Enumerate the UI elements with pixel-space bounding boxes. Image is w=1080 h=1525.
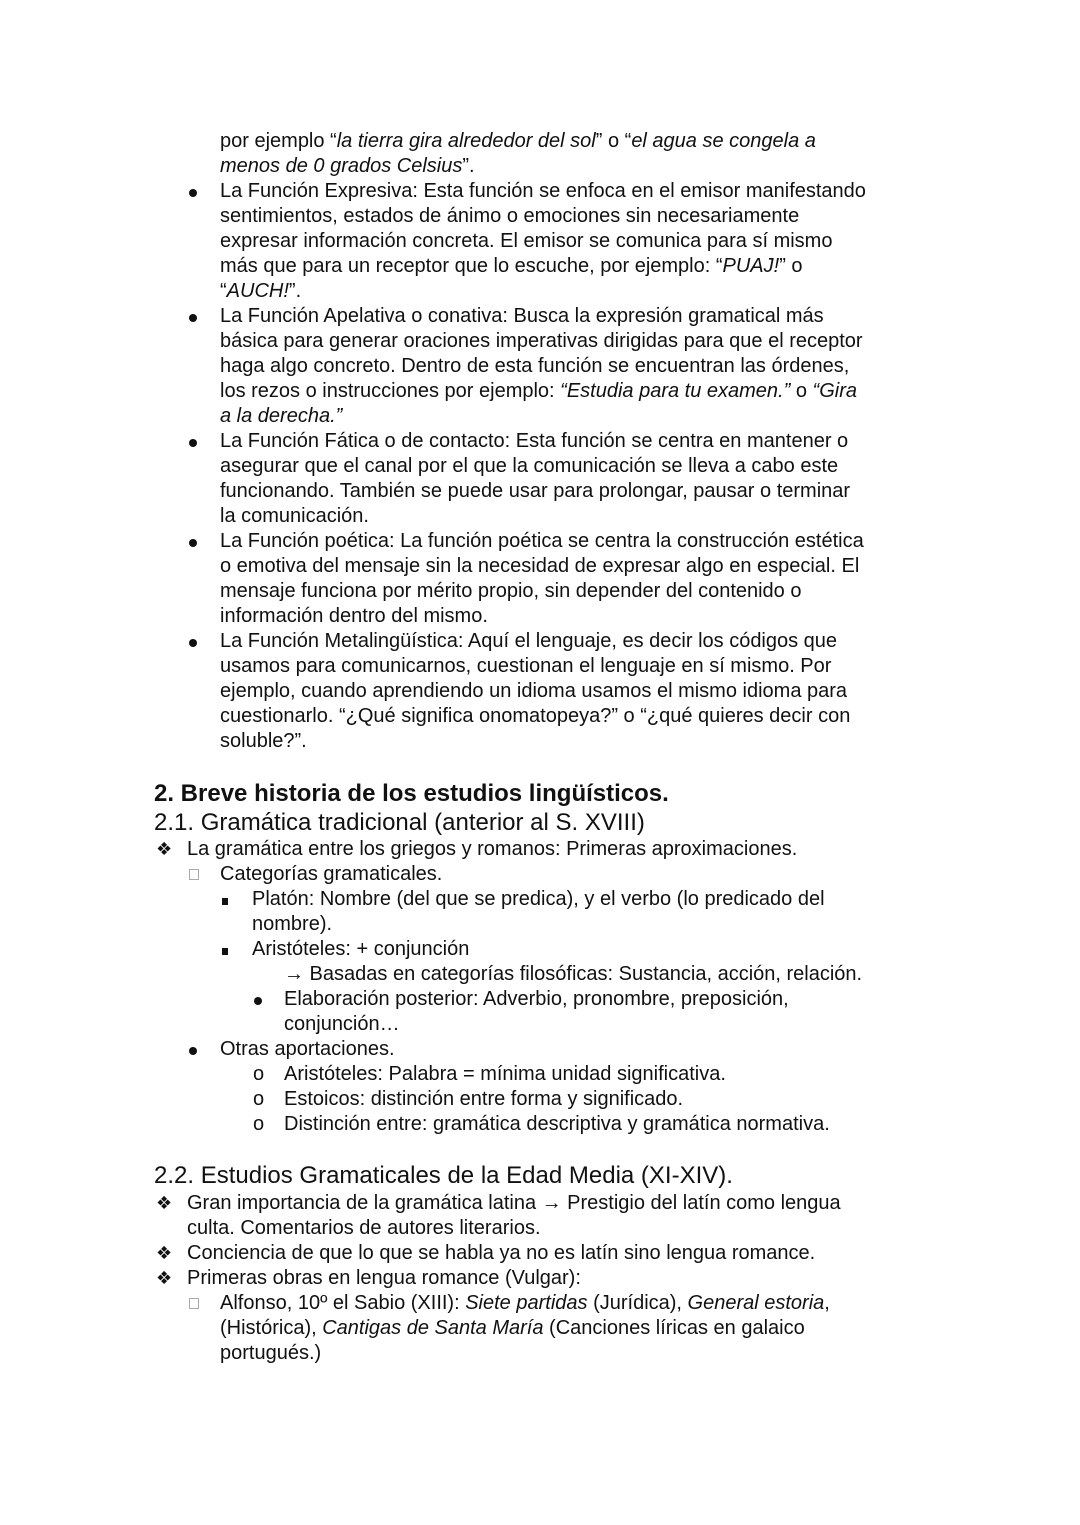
primeras-obras-item: Primeras obras en lengua romance (Vulgar): [187,1267,581,1289]
o-bullet-marker: o [253,1088,265,1110]
expresiva-line-3: expresar información concreta. El emisor se comunica para sí mismo [220,230,833,252]
apelativa-line-4: los rezos o instrucciones por ejemplo: “Estudia para tu examen.” o “Gira [220,380,857,402]
diamond-bullet-icon: ❖ [156,1193,173,1213]
apelativa-line-1: La Función Apelativa o conativa: Busca la expresión gramatical más [220,305,824,327]
apelativa-line-5: a la derecha.” [220,405,343,427]
section-2-title: 2. Breve historia de los estudios lingüísticos. [154,780,669,807]
aportacion-1: Aristóteles: Palabra = mínima unidad significativa. [284,1063,726,1085]
apelativa-line-3: haga algo concreto. Dentro de esta función se encuentran las órdenes, [220,355,850,377]
square-bullet-icon [222,937,228,962]
diamond-bullet-icon: ❖ [156,1268,173,1288]
latina-line-2: culta. Comentarios de autores literarios. [187,1217,541,1239]
latina-line-1: Gran importancia de la gramática latina → Prestigio del latín como lengua [187,1192,841,1214]
bullet-icon [189,529,197,554]
section-2-2-title: 2.2. Estudios Gramaticales de la Edad Media (XI-XIV). [154,1162,733,1189]
elaboracion-line-1: Elaboración posterior: Adverbio, pronombre, preposición, [284,988,789,1010]
platon-line-1: Platón: Nombre (del que se predica), y el verbo (lo predicado del [252,888,825,910]
otras-aportaciones: Otras aportaciones. [220,1038,395,1060]
greek-roman-item: La gramática entre los griegos y romanos: Primeras aproximaciones. [187,838,798,860]
poetica-line-1: La Función poética: La función poética se centra la construcción estética [220,530,864,552]
metalinguistica-line-2: usamos para comunicarnos, cuestionan el lenguaje en sí mismo. Por [220,655,832,677]
aportacion-3: Distinción entre: gramática descriptiva y gramática normativa. [284,1113,830,1135]
aportacion-2: Estoicos: distinción entre forma y significado. [284,1088,684,1110]
fatica-line-2: asegurar que el canal por el que la comunicación se lleva a cabo este [220,455,839,477]
aristoteles-item: Aristóteles: + conjunción [252,938,470,960]
expresiva-line-2: sentimientos, estados de ánimo o emociones sin necesariamente [220,205,800,227]
alfonso-line-1: Alfonso, 10º el Sabio (XIII): Siete partidas (Jurídica), General estoria, [220,1292,830,1314]
square-bullet-icon [222,887,228,912]
basadas-line: → Basadas en categorías filosóficas: Sustancia, acción, relación. [284,963,863,985]
metalinguistica-line-1: La Función Metalingüística: Aquí el lenguaje, es decir los códigos que [220,630,838,652]
apelativa-line-2: básica para generar oraciones imperativas dirigidas para que el receptor [220,330,863,352]
alfonso-line-2: (Histórica), Cantigas de Santa María (Canciones líricas en galaico [220,1317,805,1339]
metalinguistica-line-3: ejemplo, cuando aprendiendo un idioma usamos el mismo idioma para [220,680,848,702]
expresiva-line-4: más que para un receptor que lo escuche, por ejemplo: “PUAJ!” o [220,255,803,277]
metalinguistica-line-5: soluble?”. [220,730,307,752]
fatica-line-3: funcionando. También se puede usar para prolongar, pausar o terminar [220,480,851,502]
categorias-item: Categorías gramaticales. [220,863,443,885]
checkbox-icon [189,1291,199,1316]
intro-line-1: por ejemplo “la tierra gira alrededor del sol” o “el agua se congela a [220,130,816,152]
poetica-line-4: información dentro del mismo. [220,605,488,627]
poetica-line-3: mensaje funciona por mérito propio, sin depender del contenido o [220,580,802,602]
bullet-icon [189,179,197,204]
elaboracion-line-2: conjunción… [284,1013,400,1035]
bullet-icon [189,429,197,454]
poetica-line-2: o emotiva del mensaje sin la necesidad de expresar algo en especial. El [220,555,860,577]
platon-line-2: nombre). [252,913,333,935]
o-bullet-marker: o [253,1113,265,1135]
diamond-bullet-icon: ❖ [156,1243,173,1263]
expresiva-line-1: La Función Expresiva: Esta función se enfoca en el emisor manifestando [220,180,866,202]
bullet-icon [254,987,262,1012]
fatica-line-4: la comunicación. [220,505,369,527]
section-2-1-title: 2.1. Gramática tradicional (anterior al S. XVIII) [154,809,645,836]
bullet-icon [189,304,197,329]
metalinguistica-line-4: cuestionarlo. “¿Qué significa onomatopeya?” o “¿qué quieres decir con [220,705,851,727]
alfonso-line-3: portugués.) [220,1342,322,1364]
bullet-icon [189,1037,197,1062]
expresiva-line-5: “AUCH!”. [220,280,302,302]
fatica-line-1: La Función Fática o de contacto: Esta función se centra en mantener o [220,430,849,452]
diamond-bullet-icon: ❖ [156,839,173,859]
bullet-icon [189,629,197,654]
checkbox-icon [189,862,199,887]
conciencia-item: Conciencia de que lo que se habla ya no es latín sino lengua romance. [187,1242,816,1264]
intro-line-2: menos de 0 grados Celsius”. [220,155,475,177]
o-bullet-marker: o [253,1063,265,1085]
